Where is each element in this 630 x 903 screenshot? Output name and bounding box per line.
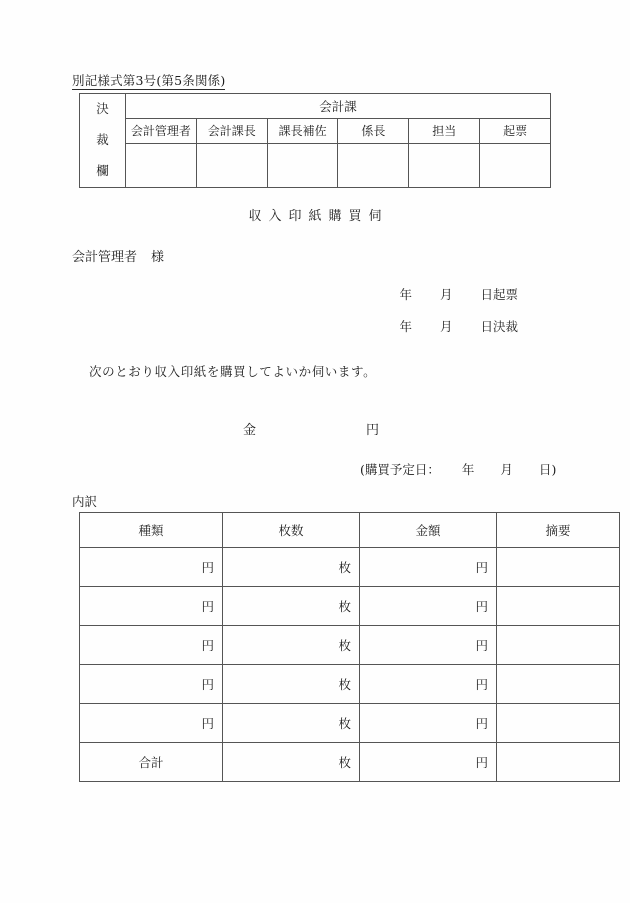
breakdown-header-note: 摘要	[497, 513, 620, 548]
breakdown-row-1-type-unit[interactable]: 円	[80, 548, 223, 587]
approval-stamp-cell-deputy-chief[interactable]	[267, 143, 338, 187]
breakdown-row-1-amount-unit[interactable]: 円	[360, 548, 497, 587]
breakdown-header-amount: 金額	[360, 513, 497, 548]
amount-prefix: 金	[243, 423, 257, 438]
breakdown-row-3-amount-unit[interactable]: 円	[360, 626, 497, 665]
breakdown-row-3-type-unit[interactable]: 円	[80, 626, 223, 665]
breakdown-total-note[interactable]	[497, 743, 620, 782]
addressee-honorific: 様	[151, 250, 165, 265]
table-row	[80, 665, 620, 704]
approval-side-label-cell	[80, 94, 126, 188]
breakdown-row-2-note[interactable]	[497, 587, 620, 626]
approval-position-staff: 担当	[409, 119, 480, 143]
breakdown-row-5-count-unit[interactable]: 枚	[223, 704, 360, 743]
planned-date-day-label: 日	[538, 462, 552, 477]
approval-stamp-cell-drafter[interactable]	[480, 143, 551, 187]
table-row	[80, 548, 620, 587]
approval-stamp-cell-accounting-manager[interactable]	[126, 143, 197, 187]
table-row	[80, 626, 620, 665]
approval-position-deputy-chief: 課長補佐	[267, 119, 338, 143]
approval-stamp-cell-subsection-chief[interactable]	[338, 143, 409, 187]
date-block	[300, 285, 551, 349]
side-label-char-1: 決	[96, 101, 109, 117]
approval-stamp-row	[80, 143, 551, 187]
breakdown-total-amount-unit[interactable]: 円	[360, 743, 497, 782]
form-number-heading: 別記様式第3号(第5条関係)	[72, 73, 226, 88]
planned-date-year-label: 年	[461, 462, 475, 477]
table-row	[80, 704, 620, 743]
side-label-char-3: 欄	[96, 163, 109, 179]
breakdown-header-count: 枚数	[223, 513, 360, 548]
breakdown-table	[79, 512, 620, 782]
breakdown-heading: 内訳	[72, 494, 98, 509]
planned-date-prefix: (購買予定日：	[360, 462, 440, 477]
breakdown-header-row	[80, 513, 620, 548]
body-sentence: 次のとおり収入印紙を購買してよいか伺います。	[89, 364, 377, 379]
planned-purchase-date-line	[360, 460, 556, 478]
approval-stamp-cell-section-chief[interactable]	[196, 143, 267, 187]
breakdown-row-4-count-unit[interactable]: 枚	[223, 665, 360, 704]
approval-stamp-cell-staff[interactable]	[409, 143, 480, 187]
breakdown-total-row	[80, 743, 620, 782]
breakdown-row-2-count-unit[interactable]: 枚	[223, 587, 360, 626]
breakdown-total-count-unit[interactable]: 枚	[223, 743, 360, 782]
breakdown-row-2-amount-unit[interactable]: 円	[360, 587, 497, 626]
breakdown-row-5-note[interactable]	[497, 704, 620, 743]
addressee-name: 会計管理者	[72, 250, 138, 265]
breakdown-row-3-note[interactable]	[497, 626, 620, 665]
approval-department-cell: 会計課	[126, 94, 551, 119]
addressee-line	[72, 246, 164, 265]
breakdown-row-4-type-unit[interactable]: 円	[80, 665, 223, 704]
breakdown-total-label: 合計	[80, 743, 223, 782]
approval-side-label	[80, 94, 125, 187]
approval-date-line	[300, 317, 551, 335]
approval-day-label: 日決裁	[480, 319, 518, 334]
breakdown-row-1-note[interactable]	[497, 548, 620, 587]
breakdown-row-1-count-unit[interactable]: 枚	[223, 548, 360, 587]
amount-unit: 円	[366, 423, 380, 438]
drafting-month-label: 月	[439, 287, 453, 302]
breakdown-row-4-amount-unit[interactable]: 円	[360, 665, 497, 704]
drafting-year-label: 年	[399, 287, 412, 302]
drafting-day-label: 日起票	[480, 287, 518, 302]
approval-position-drafter: 起票	[480, 119, 551, 143]
breakdown-row-4-note[interactable]	[497, 665, 620, 704]
breakdown-row-3-count-unit[interactable]: 枚	[223, 626, 360, 665]
breakdown-header-type: 種類	[80, 513, 223, 548]
drafting-date-line	[300, 285, 551, 303]
approval-department-row	[80, 94, 551, 119]
approval-position-accounting-manager: 会計管理者	[126, 119, 197, 143]
approval-position-section-chief: 会計課長	[196, 119, 267, 143]
breakdown-row-5-type-unit[interactable]: 円	[80, 704, 223, 743]
amount-line	[243, 419, 379, 438]
planned-date-month-label: 月	[500, 462, 513, 477]
approval-table	[79, 93, 551, 188]
approval-year-label: 年	[399, 319, 412, 334]
approval-month-label: 月	[439, 319, 453, 334]
breakdown-row-2-type-unit[interactable]: 円	[80, 587, 223, 626]
approval-position-subsection-chief: 係長	[338, 119, 409, 143]
breakdown-row-5-amount-unit[interactable]: 円	[360, 704, 497, 743]
document-title: 収入印紙購買伺	[248, 209, 389, 224]
side-label-char-2: 裁	[96, 132, 109, 148]
planned-date-close-paren: )	[551, 462, 557, 477]
approval-positions-row	[80, 119, 551, 143]
table-row	[80, 587, 620, 626]
